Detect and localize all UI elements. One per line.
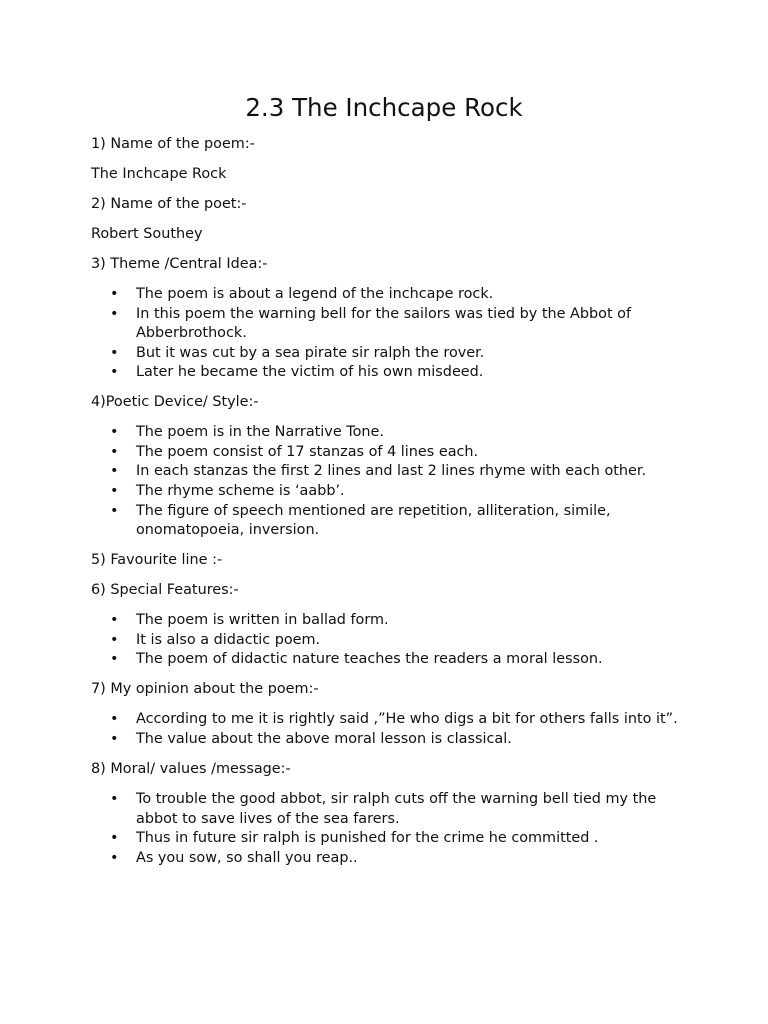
list-item: • But it was cut by a sea pirate sir ralph the rover. bbox=[91, 344, 689, 364]
section-heading: 1) Name of the poem:- bbox=[91, 136, 255, 152]
list-item: • The poem is about a legend of the inchcape rock. bbox=[91, 285, 689, 305]
section-heading: 8) Moral/ values /message:- bbox=[91, 760, 291, 777]
section-answer: Robert Southey bbox=[91, 225, 203, 242]
section-answer: The Inchcape Rock bbox=[91, 165, 227, 182]
list-item: • In this poem the warning bell for the sailors was tied by the Abbot of Abberbrothock. bbox=[91, 305, 689, 344]
list-item: • The poem is in the Narrative Tone. bbox=[91, 423, 689, 443]
bullet-list bbox=[91, 611, 691, 670]
list-item: • In each stanzas the first 2 lines and last 2 lines rhyme with each other. bbox=[91, 462, 689, 482]
section-heading: 6) Special Features:- bbox=[91, 582, 239, 599]
section-heading: 3) Theme /Central Idea:- bbox=[91, 255, 268, 272]
list-item: • The poem is written in ballad form. bbox=[91, 611, 689, 631]
page-title: 2.3 The Inchcape Rock bbox=[245, 93, 523, 122]
section-heading: 2) Name of the poet:- bbox=[91, 195, 247, 212]
list-item: • According to me it is rightly said ,”He who digs a bit for others falls into it”. bbox=[91, 710, 689, 730]
bullet-list bbox=[91, 285, 691, 383]
list-item: • The value about the above moral lesson is classical. bbox=[91, 730, 689, 750]
list-item: • The figure of speech mentioned are repetition, alliteration, simile, onomatopoeia, inversion. bbox=[91, 502, 689, 541]
list-item: • The poem consist of 17 stanzas of 4 lines each. bbox=[91, 443, 689, 463]
bullet-list bbox=[91, 710, 691, 749]
list-item: • As you sow, so shall you reap.. bbox=[91, 849, 689, 869]
list-item: • Thus in future sir ralph is punished for the crime he committed . bbox=[91, 829, 689, 849]
list-item: • The poem of didactic nature teaches the readers a moral lesson. bbox=[91, 650, 689, 670]
section-heading: 4)Poetic Device/ Style:- bbox=[91, 394, 259, 411]
list-item: • The rhyme scheme is ‘aabb’. bbox=[91, 482, 689, 502]
document-body bbox=[91, 135, 691, 868]
section-heading: 7) My opinion about the poem:- bbox=[91, 681, 319, 698]
list-item: • It is also a didactic poem. bbox=[91, 631, 689, 651]
bullet-list bbox=[91, 790, 691, 868]
list-item: • Later he became the victim of his own misdeed. bbox=[91, 363, 689, 383]
list-item: • To trouble the good abbot, sir ralph cuts off the warning bell tied my the abbot to save lives of the sea farers. bbox=[91, 790, 689, 829]
section-heading: 5) Favourite line :- bbox=[91, 552, 223, 569]
bullet-list bbox=[91, 423, 691, 541]
